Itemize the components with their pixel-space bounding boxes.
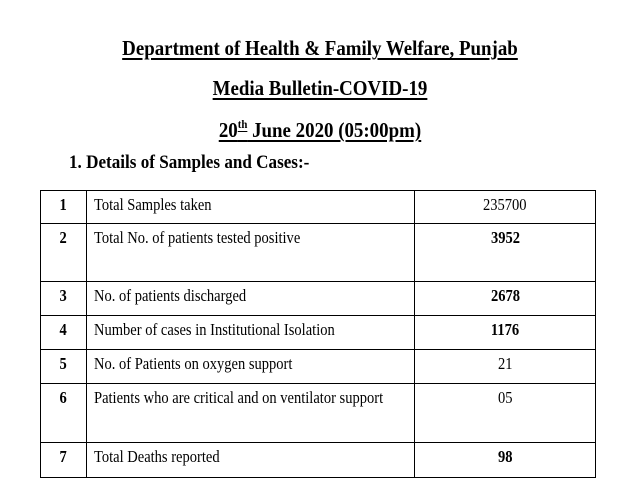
table-row — [41, 350, 596, 384]
row-label: No. of Patients on oxygen support — [87, 350, 415, 384]
row-label: Number of cases in Institutional Isolation — [87, 316, 415, 350]
table-row — [41, 224, 596, 282]
department-title — [32, 38, 608, 59]
row-value: 21 — [415, 350, 596, 384]
table-row — [41, 316, 596, 350]
department-title-text: Department of Health & Family Welfare, Punjab — [122, 36, 518, 60]
bulletin-date-text — [219, 118, 421, 142]
row-value: 98 — [415, 443, 596, 478]
date-suffix: th — [237, 117, 248, 131]
bulletin-title-text: Media Bulletin-COVID-19 — [212, 76, 428, 100]
date-day: 20 — [218, 118, 238, 142]
row-value: 05 — [415, 384, 596, 443]
row-label: Patients who are critical and on ventilator support — [87, 384, 415, 443]
section-title: 1. Details of Samples and Cases:- — [69, 152, 310, 173]
row-value: 2678 — [415, 282, 596, 316]
row-label: Total No. of patients tested positive — [87, 224, 415, 282]
row-number: 7 — [41, 443, 87, 478]
row-number: 2 — [41, 224, 87, 282]
row-label: No. of patients discharged — [87, 282, 415, 316]
row-label: Total Deaths reported — [87, 443, 415, 478]
table-row — [41, 191, 596, 224]
row-value: 1176 — [415, 316, 596, 350]
samples-cases-table — [40, 190, 596, 478]
row-number: 6 — [41, 384, 87, 443]
row-label: Total Samples taken — [87, 191, 415, 224]
row-value: 3952 — [415, 224, 596, 282]
bulletin-date — [32, 118, 608, 141]
table-row — [41, 443, 596, 478]
row-number: 5 — [41, 350, 87, 384]
table-row — [41, 282, 596, 316]
row-value: 235700 — [415, 191, 596, 224]
row-number: 3 — [41, 282, 87, 316]
row-number: 1 — [41, 191, 87, 224]
row-number: 4 — [41, 316, 87, 350]
bulletin-title — [32, 78, 608, 99]
table-row — [41, 384, 596, 443]
date-rest: June 2020 (05:00pm) — [247, 118, 422, 142]
